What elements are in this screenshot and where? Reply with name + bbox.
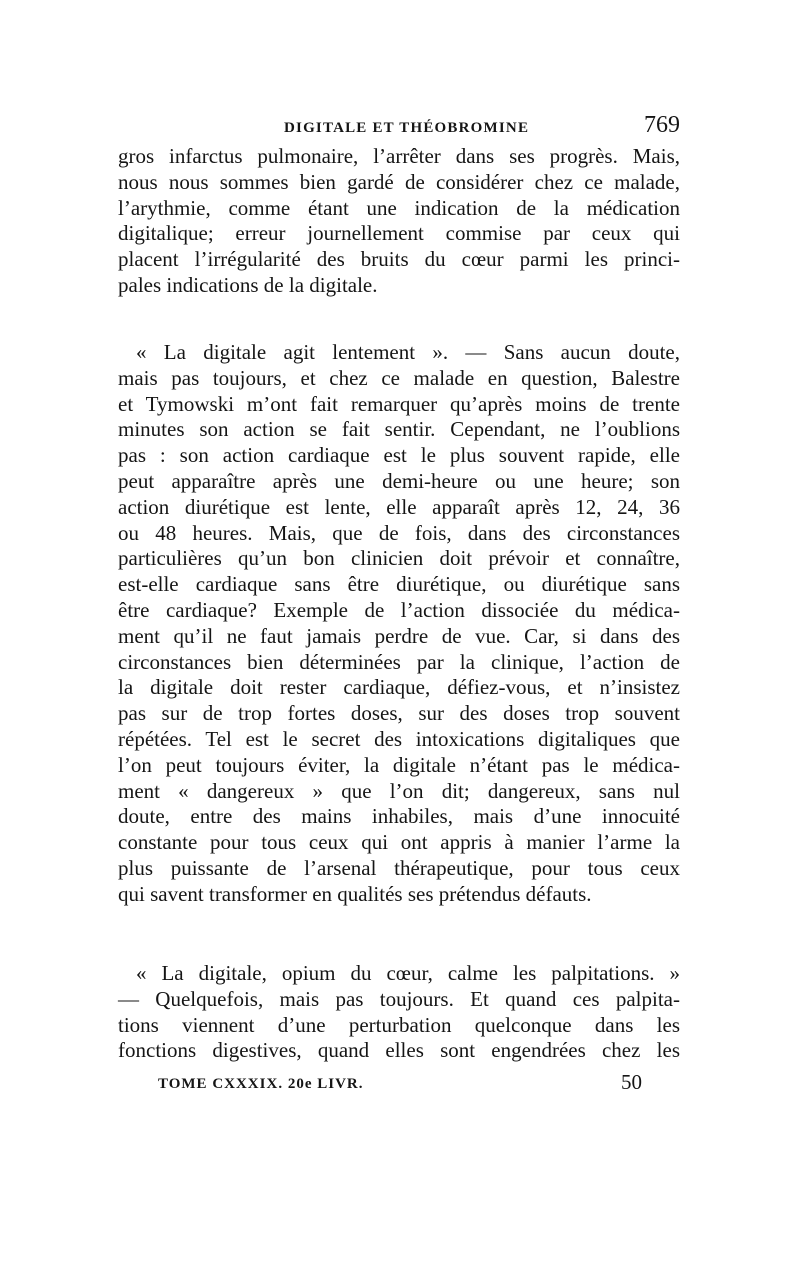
- text-line: peut apparaître après une demi-heure ou une heure; son: [118, 468, 680, 493]
- running-head: [118, 112, 680, 146]
- text-line: « La digitale, opium du cœur, calme les palpitations. »: [136, 961, 680, 985]
- signature-mark: TOME CXXXIX. 20e LIVR.: [158, 1076, 364, 1092]
- text-line: fonctions digestives, quand elles sont engendrées chez les: [118, 1038, 680, 1063]
- text-line: gros infarctus pulmonaire, l’arrêter dans ses progrès. Mais,: [118, 144, 680, 168]
- text-line: placent l’irrégularité des bruits du cœur parmi les princi-: [118, 247, 680, 272]
- text-line: « La digitale agit lentement ». — Sans aucun doute,: [136, 340, 680, 364]
- text-line: — Quelquefois, mais pas toujours. Et quand ces palpita-: [118, 986, 680, 1011]
- paragraph-2: [118, 340, 680, 908]
- sheet-number: 50: [621, 1070, 642, 1094]
- text-line: et Tymowski m’ont fait remarquer qu’après moins de trente: [118, 391, 680, 416]
- text-line: ou 48 heures. Mais, que de fois, dans des circonstances: [118, 520, 680, 545]
- text-line: nous nous sommes bien gardé de considérer chez ce malade,: [118, 169, 680, 194]
- text-line: particulières qu’un bon clinicien doit prévoir et connaître,: [118, 546, 680, 571]
- text-line: minutes son action se fait sentir. Cependant, ne l’oublions: [118, 417, 680, 442]
- text-line: l’on peut toujours éviter, la digitale n’étant pas le médica-: [118, 752, 680, 777]
- running-title: DIGITALE ET THÉOBROMINE: [284, 120, 530, 136]
- text-line: action diurétique est lente, elle apparaît après 12, 24, 36: [118, 494, 680, 519]
- text-line: répétées. Tel est le secret des intoxications digitaliques que: [118, 726, 680, 751]
- page-number: 769: [644, 112, 680, 138]
- text-line: pales indications de la digitale.: [118, 272, 378, 297]
- text-line: être cardiaque? Exemple de l’action dissociée du médica-: [118, 597, 680, 622]
- text-line: doute, entre des mains inhabiles, mais d’une innocuité: [118, 804, 680, 829]
- text-line: plus puissante de l’arsenal thérapeutique, pour tous ceux: [118, 855, 680, 880]
- text-line: qui savent transformer en qualités ses prétendus défauts.: [118, 881, 592, 906]
- text-line: tions viennent d’une perturbation quelconque dans les: [118, 1012, 680, 1037]
- text-line: constante pour tous ceux qui ont appris à manier l’arme la: [118, 830, 680, 855]
- text-line: digitalique; erreur journellement commise par ceux qui: [118, 221, 680, 246]
- text-line: est-elle cardiaque sans être diurétique, ou diurétique sans: [118, 572, 680, 597]
- paragraph-3: [118, 961, 680, 1064]
- text-line: pas sur de trop fortes doses, sur des doses trop souvent: [118, 701, 680, 726]
- text-line: circonstances bien déterminées par la clinique, l’action de: [118, 649, 680, 674]
- text-line: ment qu’il ne faut jamais perdre de vue. Car, si dans des: [118, 623, 680, 648]
- text-line: mais pas toujours, et chez ce malade en question, Balestre: [118, 365, 680, 390]
- text-line: ment « dangereux » que l’on dit; dangereux, sans nul: [118, 778, 680, 803]
- text-line: l’arythmie, comme étant une indication de la médication: [118, 195, 680, 220]
- text-line: la digitale doit rester cardiaque, défiez-vous, et n’insistez: [118, 675, 680, 700]
- paragraph-1: [118, 144, 680, 299]
- page-footer: [118, 1070, 642, 1100]
- text-line: pas : son action cardiaque est le plus souvent rapide, elle: [118, 443, 680, 468]
